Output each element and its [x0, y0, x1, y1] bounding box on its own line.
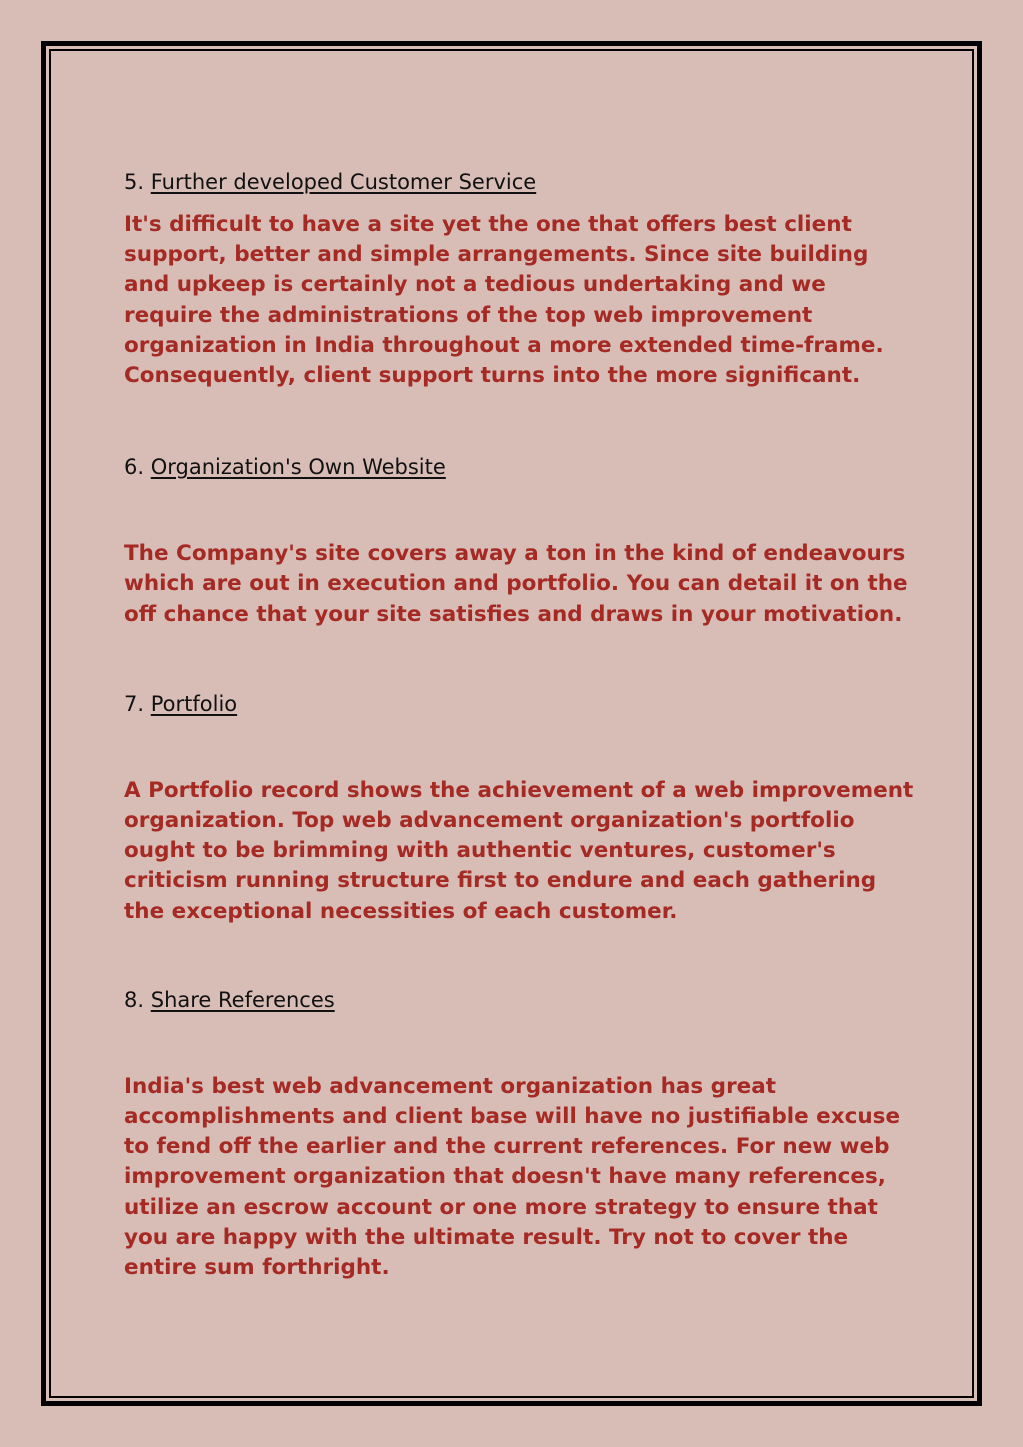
section-8-title: Share References	[150, 987, 335, 1012]
section-6-title: Organization's Own Website	[150, 455, 446, 480]
section-8-heading	[124, 986, 914, 1014]
section-6-number: 6.	[124, 455, 145, 480]
section-7-heading	[124, 690, 914, 718]
section-8-body: India's best web advancement organization has great accomplishments and client base will have no justifiable excuse to fend off the earlier and the current references. For new web improvement organization that doesn't have many references, utilize an escrow account or one more strategy to ensure that you are happy with the ultimate result. Try not to cover the entire sum forthright.	[124, 1073, 901, 1281]
section-6-body: The Company's site covers away a ton in the kind of endeavours which are out in execution and portfolio. You can detail it on the off chance that your site satisfies and draws in your motivation.	[124, 541, 908, 627]
section-5-number: 5.	[124, 170, 145, 194]
section-5-body: It's difficult to have a site yet the one that offers best client support, better and simple arrangements. Since site building and upkeep is certainly not a tedious undertaking and we require the administrations of the top web improvement organization in India throughout a more extended time-frame. Consequently, client support turns into the more significant.	[124, 212, 884, 389]
section-5-title: Further developed Customer Service	[150, 170, 537, 194]
section-7-body: A Portfolio record shows the achievement of a web improvement organization. Top web advancement organization's portfolio ought to be brimming with authentic ventures, customer's criticism running structure first to endure and each gathering the exceptional necessities of each customer.	[124, 777, 914, 924]
document-content	[124, 168, 914, 1283]
section-8-number: 8.	[124, 987, 145, 1012]
section-7-number: 7.	[124, 691, 145, 716]
section-6-heading	[124, 453, 914, 481]
section-7-title: Portfolio	[150, 691, 238, 716]
section-5-heading	[124, 168, 914, 196]
